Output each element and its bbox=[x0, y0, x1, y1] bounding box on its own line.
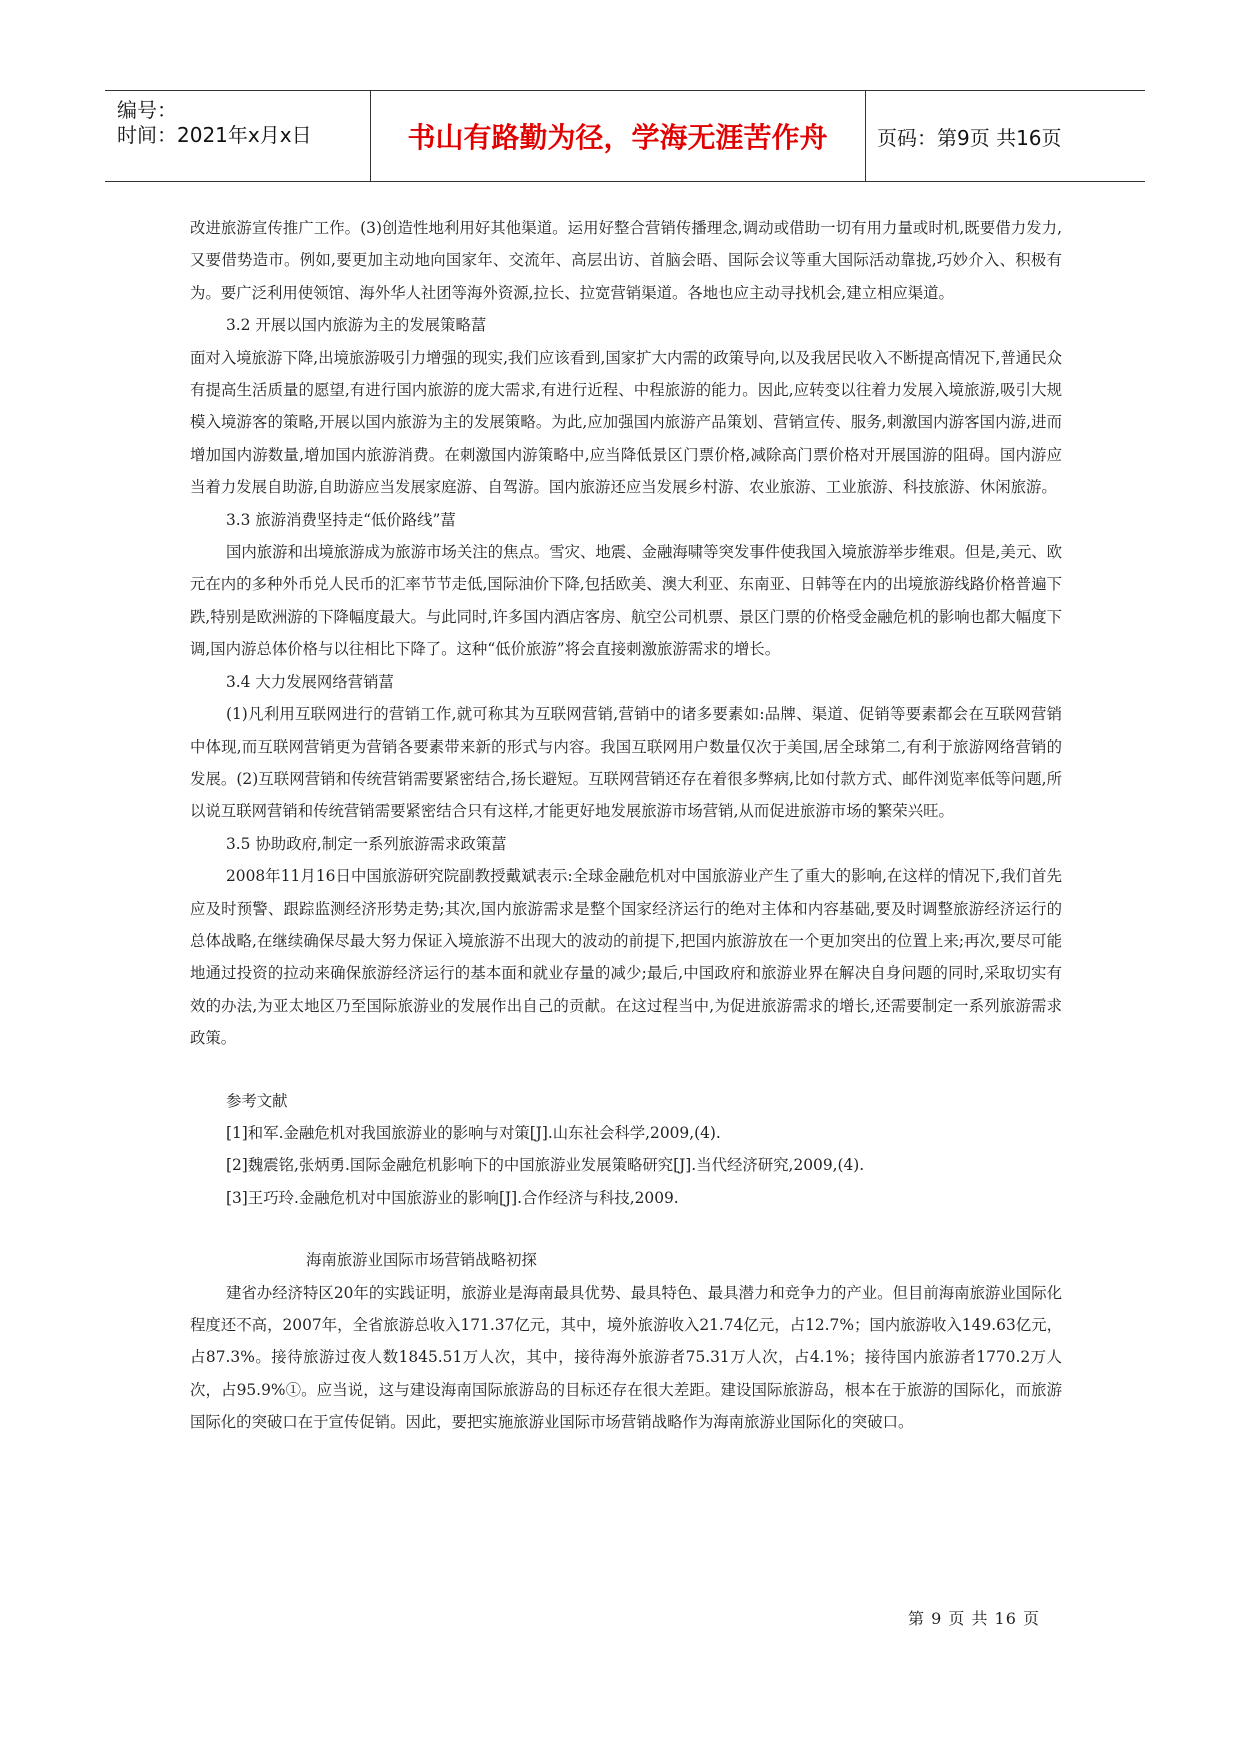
header-page-number: 页码：第9页 共16页 bbox=[877, 125, 1062, 150]
page-footer: 第 9 页 共 16 页 bbox=[908, 1609, 1040, 1628]
reference-3: [3]王巧玲.金融危机对中国旅游业的影响[J].合作经济与科技,2009. bbox=[226, 1188, 679, 1207]
spacer bbox=[190, 1055, 1062, 1085]
section-heading-3-5: 3.5 协助政府,制定一系列旅游需求政策葍 bbox=[226, 834, 507, 853]
document-body bbox=[190, 212, 1062, 1439]
header-time: 时间：2021年x月x日 bbox=[117, 123, 312, 147]
header-info-cell bbox=[105, 91, 371, 181]
paragraph-4: (1)凡利用互联网进行的营销工作,就可称其为互联网营销,营销中的诸多要素如:品牌、渠道、促销等要素都会在互联网营销中体现,而互联网营销更为营销各要素带来新的形式与内容。我国互联网用户数量仅次于美国,居全球第二,有利于旅游网络营销的发展。(2)互联网营销和传统营销需要紧密结合,扬长避短。互联网营销还存在着很多弊病,比如付款方式、邮件浏览率低等问题,所以说互联网营销和传统营销需要紧密结合只有这样,才能更好地发展旅游市场营销,从而促进旅游市场的繁荣兴旺。 bbox=[190, 705, 1062, 821]
header-motto: 书山有路勤为径，学海无涯苦作舟 bbox=[370, 91, 866, 181]
reference-1: [1]和军.金融危机对我国旅游业的影响与对策[J].山东社会科学,2009,(4). bbox=[226, 1123, 721, 1142]
reference-2: [2]魏震铭,张炳勇.国际金融危机影响下的中国旅游业发展策略研究[J].当代经济研究,2009,(4). bbox=[226, 1156, 865, 1175]
section-heading-3-2: 3.2 开展以国内旅游为主的发展策略葍 bbox=[226, 316, 487, 335]
references-title: 参考文献 bbox=[226, 1091, 288, 1110]
paragraph-3: 国内旅游和出境旅游成为旅游市场关注的焦点。雪灾、地震、金融海啸等突发事件使我国入境旅游举步维艰。但是,美元、欧元在内的多种外币兑人民币的汇率节节走低,国际油价下降,包括欧美、澳大利亚、东南亚、日韩等在内的出境旅游线路价格普遍下跌,特别是欧洲游的下降幅度最大。与此同时,许多国内酒店客房、航空公司机票、景区门票的价格受金融危机的影响也都大幅度下调,国内游总体价格与以往相比下降了。这种“低价旅游”将会直接刺激旅游需求的增长。 bbox=[190, 543, 1062, 659]
article-title: 海南旅游业国际市场营销战略初探 bbox=[306, 1251, 537, 1270]
section-heading-3-3: 3.3 旅游消费坚持走“低价路线”葍 bbox=[226, 510, 456, 529]
spacer bbox=[190, 1214, 1062, 1244]
paragraph-2: 面对入境旅游下降,出境旅游吸引力增强的现实,我们应该看到,国家扩大内需的政策导向,以及我居民收入不断提高情况下,普通民众有提高生活质量的愿望,有进行国内旅游的庞大需求,有进行近程、中程旅游的能力。因此,应转变以往着力发展入境旅游,吸引大规模入境游客的策略,开展以国内旅游为主的发展策略。为此,应加强国内旅游产品策划、营销宣传、服务,刺激国内游客国内游,进而增加国内游数量,增加国内旅游消费。在刺激国内游策略中,应当降低景区门票价格,减除高门票价格对开展国游的阻碍。国内游应当着力发展自助游,自助游应当发展家庭游、自驾游。国内旅游还应当发展乡村游、农业旅游、工业旅游、科技旅游、休闲旅游。 bbox=[190, 348, 1062, 497]
section-heading-3-4: 3.4 大力发展网络营销葍 bbox=[226, 672, 394, 691]
paragraph-5: 2008年11月16日中国旅游研究院副教授戴斌表示:全球金融危机对中国旅游业产生了重大的影响,在这样的情况下,我们首先应及时预警、跟踪监测经济形势走势;其次,国内旅游需求是整个国家经济运行的绝对主体和内容基础,要及时调整旅游经济运行的总体战略,在继续确保尽最大努力保证入境旅游不出现大的波动的前提下,把国内旅游放在一个更加突出的位置上来;再次,要尽可能地通过投资的拉动来确保旅游经济运行的基本面和就业存量的减少;最后,中国政府和旅游业界在解决自身问题的同时,采取切实有效的办法,为亚太地区乃至国际旅游业的发展作出自己的贡献。在这过程当中,为促进旅游需求的增长,还需要制定一系列旅游需求政策。 bbox=[190, 867, 1062, 1048]
page-header bbox=[105, 90, 1145, 182]
paragraph-6: 建省办经济特区20年的实践证明，旅游业是海南最具优势、最具特色、最具潜力和竞争力的产业。但目前海南旅游业国际化程度还不高，2007年，全省旅游总收入171.37亿元，其中，境外旅游收入21.74亿元，占12.7%；国内旅游收入149.63亿元，占87.3%。接待旅游过夜人数1845.51万人次，其中，接待海外旅游者75.31万人次，占4.1%；接待国内旅游者1770.2万人次，占95.9%①。应当说，这与建设海南国际旅游岛的目标还存在很大差距。建设国际旅游岛，根本在于旅游的国际化，而旅游国际化的突破口在于宣传促销。因此，要把实施旅游业国际市场营销战略作为海南旅游业国际化的突破口。 bbox=[190, 1283, 1062, 1432]
header-number: 编号： bbox=[117, 98, 177, 122]
paragraph-1: 改进旅游宣传推广工作。(3)创造性地利用好其他渠道。运用好整合营销传播理念,调动或借助一切有用力量或时机,既要借力发力,又要借势造市。例如,要更加主动地向国家年、交流年、高层出访、首脑会晤、国际会议等重大国际活动靠拢,巧妙介入、积极有为。要广泛利用使领馆、海外华人社团等海外资源,拉长、拉宽营销渠道。各地也应主动寻找机会,建立相应渠道。 bbox=[190, 219, 1062, 302]
